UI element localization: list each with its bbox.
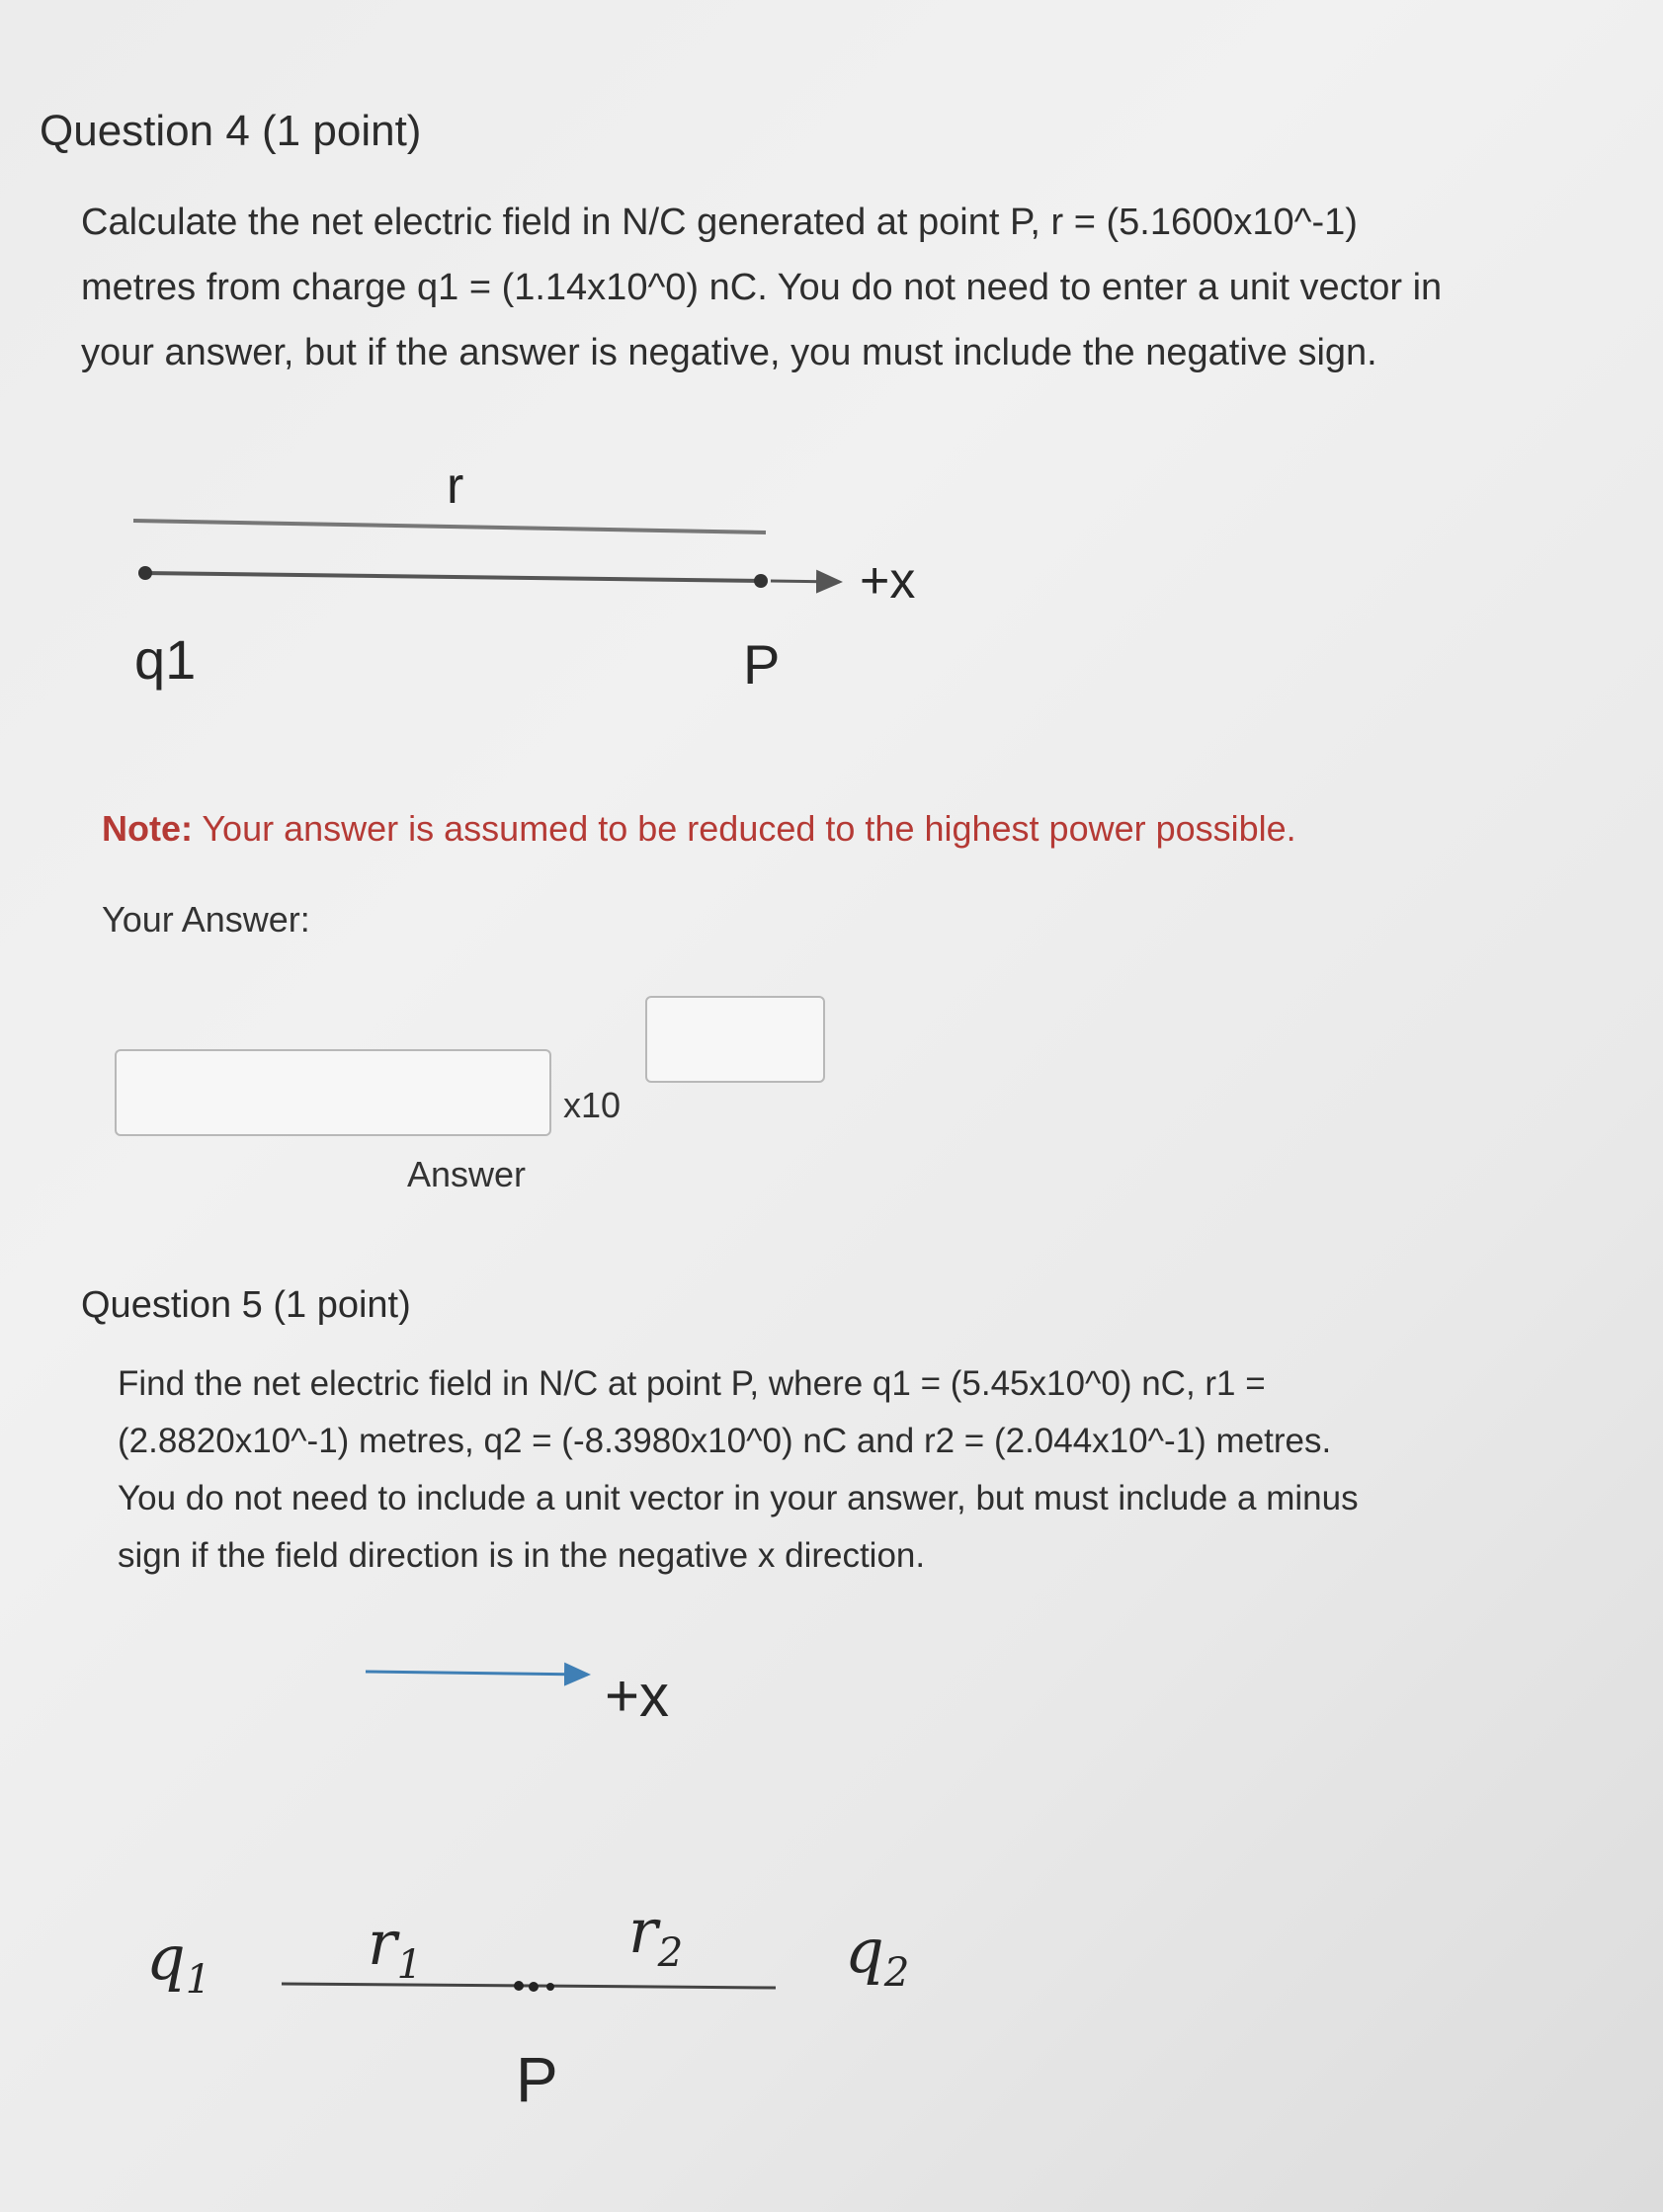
- your-answer-label: Your Answer:: [102, 899, 310, 940]
- prompt-line: You do not need to include a unit vector in your answer, but must include a minus: [118, 1479, 1359, 1517]
- q2-subscript: 2: [883, 1949, 910, 1997]
- q4-plus-x-label: +x: [860, 552, 916, 610]
- q5-r1-label: [368, 1907, 422, 1988]
- prompt-line: your answer, but if the answer is negative, you must include the negative sign.: [81, 332, 1377, 373]
- r-label: r: [447, 457, 464, 515]
- q5-r2-label: [628, 1895, 683, 1976]
- r1-subscript: 1: [396, 1941, 423, 1989]
- q2-symbol: q: [845, 1915, 884, 1987]
- prompt-line: sign if the field direction is in the negative x direction.: [118, 1536, 926, 1575]
- point-p-dot: [754, 574, 768, 588]
- question-4-heading: Question 4 (1 point): [40, 107, 422, 155]
- q5-plus-x-label: +x: [605, 1663, 670, 1729]
- note-text: Your answer is assumed to be reduced to the highest power possible.: [193, 808, 1296, 849]
- q5-p-label: P: [516, 2044, 558, 2115]
- q1-symbol: q: [146, 1922, 186, 1994]
- p-label: P: [743, 633, 781, 696]
- prompt-line: Find the net electric field in N/C at point P, where q1 = (5.45x10^0) nC, r1 =: [118, 1364, 1266, 1403]
- answer-caption: Answer: [407, 1154, 527, 1194]
- prompt-line: (2.8820x10^-1) metres, q2 = (-8.3980x10^0) nC and r2 = (2.044x10^-1) metres.: [118, 1422, 1332, 1460]
- q5-q1-label: [146, 1922, 210, 2003]
- prompt-line: Calculate the net electric field in N/C generated at point P, r = (5.1600x10^-1): [81, 202, 1358, 243]
- q5-point-p-dot: [546, 1983, 554, 1991]
- mantissa-input[interactable]: [115, 1049, 551, 1136]
- prompt-line: metres from charge q1 = (1.14x10^0) nC. You do not need to enter a unit vector in: [81, 267, 1443, 308]
- r2-symbol: r: [628, 1895, 658, 1967]
- q1-charge-dot: [138, 566, 152, 580]
- r2-subscript: 2: [657, 1929, 684, 1977]
- exponent-input[interactable]: [645, 996, 825, 1083]
- q5-point-p-dot: [529, 1982, 539, 1992]
- q5-plus-x-arrow: [366, 1672, 588, 1675]
- r-distance-line: [133, 521, 766, 533]
- q1-label: q1: [134, 628, 197, 691]
- note-prefix: Note:: [102, 808, 193, 849]
- q1-subscript: 1: [185, 1956, 211, 2004]
- q5-point-p-dot: [514, 1981, 524, 1991]
- q4-plus-x-arrow: [771, 581, 840, 582]
- q4-axis-line: [143, 573, 761, 581]
- question-5-heading: Question 5 (1 point): [81, 1284, 411, 1326]
- question-5-prompt: [118, 1355, 1600, 1585]
- answer-note: [102, 808, 1296, 850]
- q5-q2-label: [845, 1915, 909, 1996]
- times-ten-label: x10: [563, 1085, 622, 1125]
- q5-axis-line: [282, 1984, 776, 1988]
- r1-symbol: r: [368, 1907, 397, 1979]
